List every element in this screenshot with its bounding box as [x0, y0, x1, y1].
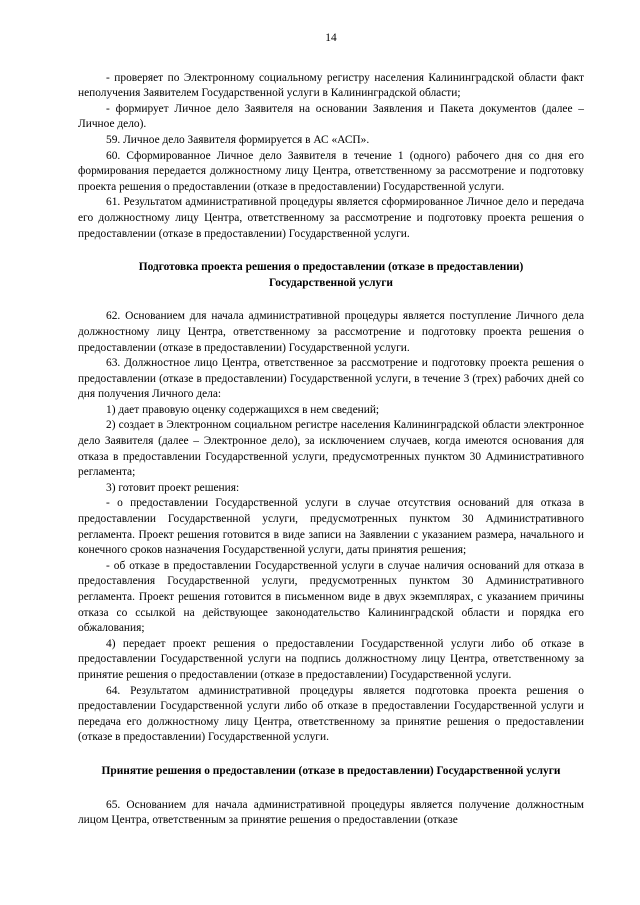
paragraph: 62. Основанием для начала административной процедуры является поступление Личного дела должностному лицу Центра, ответственному за рассмотрение и подготовку проекта решения о предоставлении (отказе в предоставлении) Государственной услуги.: [78, 310, 584, 354]
paragraph: - об отказе в предоставлении Государственной услуги в случае наличия оснований для отказа в предоставления Государственной услуги, предусмотренных пунктом 30 Административного регламента. Проект решения готовится в письменном виде в двух экземплярах, с указанием причины отказа со ссылкой на действующее законодательство Калининградской области и порядка его обжалования;: [78, 559, 584, 635]
paragraph: 65. Основанием для начала административной процедуры является получение должностным лицом Центра, ответственным за принятие решения о предоставлении (отказе: [78, 798, 584, 827]
paragraph: - о предоставлении Государственной услуги в случае отсутствия оснований для отказа в предоставлении Государственной услуги, предусмотренных пунктом 30 Административного регламента. Проект решения готовится в виде записи на Заявлении с указанием размера, начального и конечного сроков назначения Государственной услуги, даты принятия решения;: [78, 497, 584, 557]
page-number: 14: [325, 32, 337, 44]
paragraph: 61. Результатом административной процедуры является сформированное Личное дело и передача его должностному лицу Центра, ответственному за рассмотрение и подготовку проекта решения о предоставлении (отказе в предоставлении) Государственной услуги.: [78, 196, 584, 240]
paragraph: 64. Результатом административной процедуры является подготовка проекта решения о предоставлении Государственной услуги либо об отказе в предоставлении Государственной услуги и передача его должностному лицу Центра, ответственному за принятие решения о предоставлении (отказе в предоставлении) Государственной услуги.: [78, 684, 584, 744]
paragraph: 3) готовит проект решения:: [106, 481, 240, 494]
paragraph: 59. Личное дело Заявителя формируется в АС «АСП».: [106, 133, 370, 146]
section-heading: Подготовка проекта решения о предоставлении (отказе в предоставлении) Государственной услуги: [138, 261, 524, 289]
paragraph: - формирует Личное дело Заявителя на основании Заявления и Пакета документов (далее – Личное дело).: [78, 102, 584, 131]
paragraph: 63. Должностное лицо Центра, ответственное за рассмотрение и подготовку проекта решения о предоставлении (отказе в предоставлении) Государственной услуги, в течение 3 (трех) рабочих дней со дня получения Личного дела:: [78, 357, 584, 401]
paragraph: 4) передает проект решения о предоставлении Государственной услуги либо об отказе в предоставлении Государственной услуги на подпись должностному лицу Центра, ответственному за принятие решения о предоставлении (отказе в предоставлении) Государственной услуги.: [78, 637, 584, 681]
paragraph: 1) дает правовую оценку содержащихся в нем сведений;: [106, 403, 380, 416]
paragraph: 2) создает в Электронном социальном регистре населения Калининградской области электронное дело Заявителя (далее – Электронное дело), за исключением случаев, когда имеются основания для отказа в предоставлении Государственной услуги, предусмотренных пунктом 30 Административного регламента;: [78, 419, 584, 479]
paragraph: - проверяет по Электронному социальному регистру населения Калининградской области факт неполучения Заявителем Государственной услуги в Калининградской области;: [78, 71, 584, 100]
paragraph: 60. Сформированное Личное дело Заявителя в течение 1 (одного) рабочего дня со дня его формирования передается должностному лицу Центра, ответственному за рассмотрение и подготовку проекта решения о предоставлении (отказе в предоставлении) Государственной услуги.: [78, 149, 584, 193]
section-heading: Принятие решения о предоставлении (отказе в предоставлении) Государственной услуги: [101, 764, 561, 777]
